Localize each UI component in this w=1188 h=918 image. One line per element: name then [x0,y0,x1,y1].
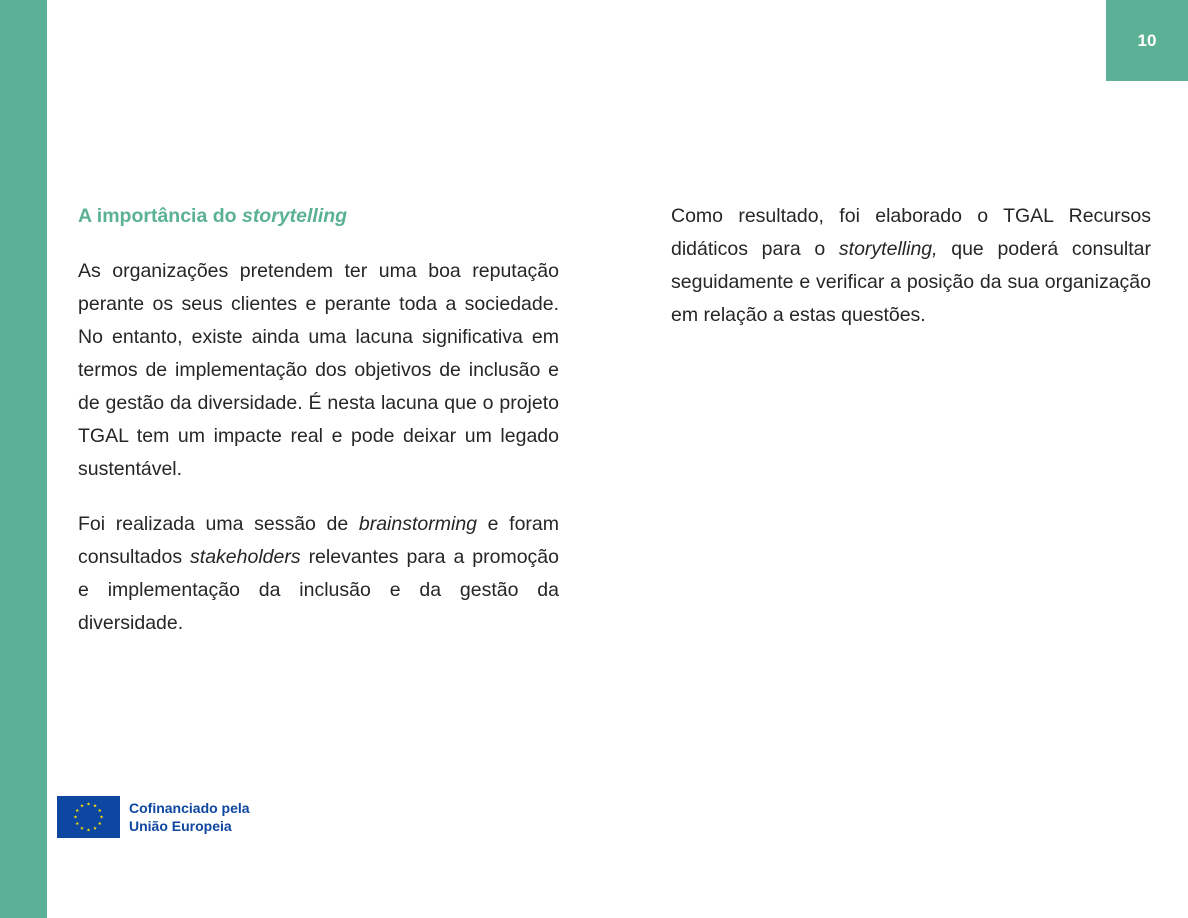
section-heading-emphasis: storytelling [241,205,348,227]
term-brainstorming: brainstorming [358,513,478,535]
page-number-badge [1106,0,1188,81]
paragraph-result-part2: que poderá consultar seguidamente e verificar a posição da sua organização em relação a estas questões. [671,238,1151,326]
term-storytelling: storytelling, [838,238,938,260]
section-heading [78,200,559,233]
paragraph-result [671,200,1151,332]
paragraph-brainstorming-part1: Foi realizada uma sessão de [78,513,359,535]
eu-logo-line2: União Europeia [129,818,232,834]
side-accent-bar [0,0,47,918]
right-column [671,200,1151,354]
section-heading-prefix: A importância do [78,205,242,227]
paragraph-reputation: As organizações pretendem ter uma boa reputação perante os seus clientes e perante toda a sociedade. No entanto, existe ainda uma lacuna significativa em termos de implementação dos objetivos de inclusão e de gestão da diversidade. É nesta lacuna que o projeto TGAL tem um impacte real e pode deixar um legado sustentável. [78,260,559,480]
eu-cofunded-logo [57,796,250,838]
page-number: 10 [1137,30,1157,50]
term-stakeholders: stakeholders [190,546,301,568]
left-column [78,200,559,662]
paragraph-brainstorming-part3: relevantes para a promoção e implementação da inclusão e da gestão da diversidade. [78,546,559,634]
paragraph-result-part1: Como resultado, foi elaborado o TGAL Recursos didáticos para o [671,205,1151,260]
eu-logo-text [129,799,250,835]
eu-flag-icon [57,796,120,838]
eu-logo-line1: Cofinanciado pela [129,800,250,816]
paragraph-brainstorming-part2: e foram consultados [78,513,560,568]
paragraph-brainstorming [78,508,559,640]
